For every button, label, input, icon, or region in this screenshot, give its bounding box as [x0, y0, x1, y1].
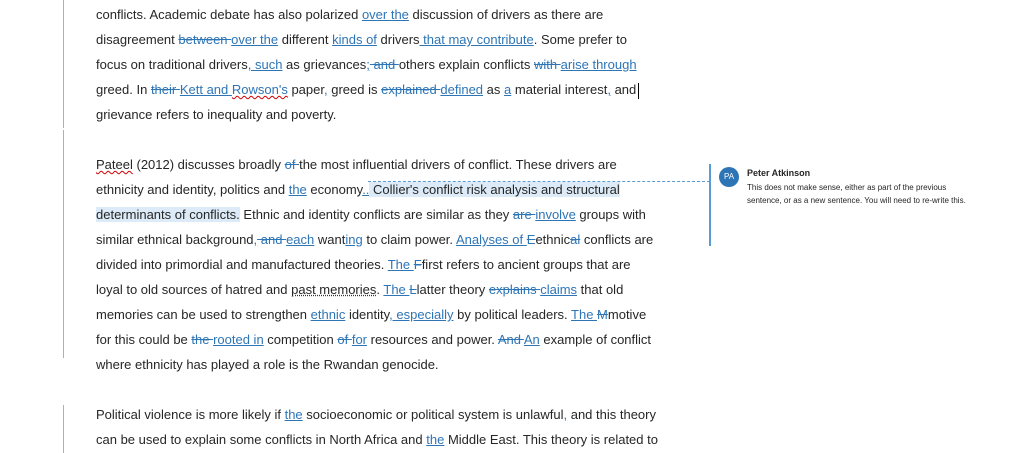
tracked-insertion[interactable]: involve — [535, 207, 576, 222]
tracked-deletion[interactable]: and — [257, 232, 287, 247]
text-run: to claim power. — [362, 232, 456, 247]
text-cursor — [638, 83, 639, 99]
text-run: Middle East. This theory is related to — [444, 432, 658, 447]
paragraph-1[interactable] — [96, 2, 656, 127]
text-run: greed. In — [96, 82, 151, 97]
text-line — [96, 77, 656, 102]
text-run: resources and power. — [367, 332, 498, 347]
text-run: groups with — [575, 207, 646, 222]
text-run: identity — [345, 307, 390, 322]
tracked-insertion[interactable]: The — [387, 257, 414, 272]
change-bar — [63, 0, 64, 128]
comment-author: Peter Atkinson — [747, 168, 811, 178]
text-run: memories can be used to strengthen — [96, 307, 311, 322]
text-run: different — [278, 32, 333, 47]
tracked-insertion[interactable]: that may contribute — [419, 32, 534, 47]
spelling-error[interactable]: Rowson's — [231, 82, 288, 97]
tracked-insertion[interactable]: the — [288, 182, 307, 197]
commented-text[interactable]: Collier's conflict risk analysis and structural — [369, 182, 620, 197]
tracked-insertion[interactable]: each — [286, 232, 315, 247]
tracked-insertion[interactable]: ing — [345, 232, 363, 247]
tracked-insertion[interactable]: rooted in — [213, 332, 264, 347]
text-run: loyal to old sources of hatred and — [96, 282, 292, 297]
tracked-deletion[interactable]: of — [337, 332, 352, 347]
text-run: and — [610, 82, 637, 97]
tracked-insertion[interactable]: .. — [362, 182, 370, 197]
tracked-insertion[interactable]: , — [253, 232, 258, 247]
tracked-insertion[interactable]: claims — [540, 282, 578, 297]
text-run: conflicts are — [580, 232, 654, 247]
comments-pane — [708, 0, 1009, 453]
text-line — [96, 427, 656, 452]
text-run: greed is — [327, 82, 382, 97]
tracked-deletion[interactable]: with — [533, 57, 561, 72]
spelling-error[interactable]: Pateel — [96, 157, 133, 172]
text-run: discussion of drivers as there are — [408, 7, 604, 22]
text-run: ethnicity and identity, politics and — [96, 182, 289, 197]
tracked-deletion[interactable]: between — [178, 32, 232, 47]
text-line — [96, 52, 656, 77]
tracked-deletion[interactable]: M — [597, 307, 608, 322]
text-run: paper — [287, 82, 324, 97]
tracked-deletion[interactable]: And — [497, 332, 524, 347]
tracked-insertion[interactable]: The — [571, 307, 598, 322]
tracked-deletion[interactable]: al — [570, 232, 581, 247]
text-run: similar ethnical background — [96, 232, 254, 247]
tracked-insertion[interactable]: arise through — [560, 57, 637, 72]
tracked-insertion[interactable]: kinds of — [332, 32, 377, 47]
tracked-deletion[interactable]: of — [284, 157, 300, 172]
text-line — [96, 2, 656, 27]
change-bar — [63, 405, 64, 453]
text-run: by political leaders. — [453, 307, 572, 322]
text-run: Political violence is more likely if — [96, 407, 285, 422]
tracked-insertion[interactable]: Analyses of — [455, 232, 527, 247]
text-run: as grievances — [282, 57, 367, 72]
text-run: . — [376, 282, 384, 297]
text-run: Ethnic and identity conflicts are similar as they — [239, 207, 513, 222]
tracked-insertion[interactable]: ethnic — [310, 307, 346, 322]
tracked-insertion[interactable]: for — [351, 332, 368, 347]
tracked-insertion[interactable]: over the — [361, 7, 409, 22]
text-line — [96, 252, 656, 277]
text-run: drivers — [376, 32, 420, 47]
text-run: motive — [607, 307, 647, 322]
change-bar — [63, 130, 64, 358]
tracked-insertion[interactable]: Kett and — [179, 82, 232, 97]
text-run: socioeconomic or political system is unlawful — [302, 407, 564, 422]
tracked-deletion[interactable]: the — [191, 332, 214, 347]
text-line — [96, 152, 656, 177]
text-run: example of conflict — [539, 332, 652, 347]
text-run: the most influential drivers of conflict. These drivers are — [299, 157, 617, 172]
text-run: can be used to explain some conflicts in North Africa and — [96, 432, 427, 447]
text-run: focus on traditional drivers — [96, 57, 248, 72]
text-run: divided into primordial and manufactured theories. — [96, 257, 388, 272]
text-run: latter theory — [416, 282, 489, 297]
text-line — [96, 302, 656, 327]
text-line — [96, 202, 656, 227]
tracked-insertion[interactable]: defined — [440, 82, 484, 97]
commented-text[interactable]: determinants of conflicts. — [96, 207, 240, 222]
tracked-deletion[interactable]: explained — [381, 82, 441, 97]
tracked-insertion[interactable]: ; — [366, 57, 370, 72]
tracked-deletion[interactable]: F — [413, 257, 422, 272]
tracked-insertion[interactable]: , — [607, 82, 611, 97]
text-run: for this could be — [96, 332, 192, 347]
tracked-insertion[interactable]: , — [324, 82, 328, 97]
text-line — [96, 27, 656, 52]
comment-text[interactable]: This does not make sense, either as part of the previous sentence, or as a new sentence. You will need to re-write this. — [747, 183, 966, 205]
tracked-deletion[interactable]: and — [369, 57, 399, 72]
text-line — [96, 352, 656, 377]
tracked-deletion[interactable]: their — [150, 82, 180, 97]
tracked-insertion[interactable]: the — [426, 432, 445, 447]
text-run: conflicts. Academic debate has also polarized — [96, 7, 362, 22]
text-run: as — [483, 82, 505, 97]
text-run: grievance refers to inequality and poverty. — [96, 107, 337, 122]
tracked-insertion[interactable]: the — [284, 407, 303, 422]
text-line — [96, 277, 656, 302]
tracked-deletion[interactable]: E — [526, 232, 536, 247]
paragraph-2[interactable] — [96, 152, 656, 377]
text-run: first refers to ancient groups that are — [421, 257, 631, 272]
text-line — [96, 227, 656, 252]
comment-connector-line — [368, 181, 710, 182]
text-run: . Some prefer to — [533, 32, 627, 47]
tracked-insertion[interactable]: a — [504, 82, 512, 97]
text-run: want — [314, 232, 346, 247]
text-run: material interest — [511, 82, 608, 97]
text-run: that old — [577, 282, 624, 297]
tracked-deletion[interactable]: L — [409, 282, 417, 297]
text-run: where ethnicity has played a role is the Rwandan genocide. — [96, 357, 439, 372]
text-run: others explain conflicts — [398, 57, 534, 72]
tracked-deletion[interactable]: are — [512, 207, 536, 222]
text-line — [96, 402, 656, 427]
avatar: PA — [719, 167, 739, 187]
grammar-flag[interactable]: past memories — [291, 282, 377, 297]
comment-active-bar — [709, 164, 711, 246]
text-run: (2012) discusses broadly — [132, 157, 285, 172]
text-line — [96, 102, 656, 127]
text-run: and this theory — [567, 407, 656, 422]
tracked-deletion[interactable]: explains — [488, 282, 541, 297]
tracked-insertion[interactable]: , especially — [389, 307, 454, 322]
paragraph-3[interactable] — [96, 402, 656, 452]
text-run: economy — [306, 182, 363, 197]
text-line — [96, 327, 656, 352]
text-run: ethnic — [535, 232, 571, 247]
text-run: competition — [263, 332, 338, 347]
tracked-insertion[interactable]: over the — [231, 32, 279, 47]
text-run: disagreement — [96, 32, 179, 47]
tracked-insertion[interactable]: , — [563, 407, 568, 422]
tracked-insertion[interactable]: , such — [247, 57, 283, 72]
tracked-insertion[interactable]: An — [523, 332, 540, 347]
tracked-insertion[interactable]: The — [383, 282, 410, 297]
